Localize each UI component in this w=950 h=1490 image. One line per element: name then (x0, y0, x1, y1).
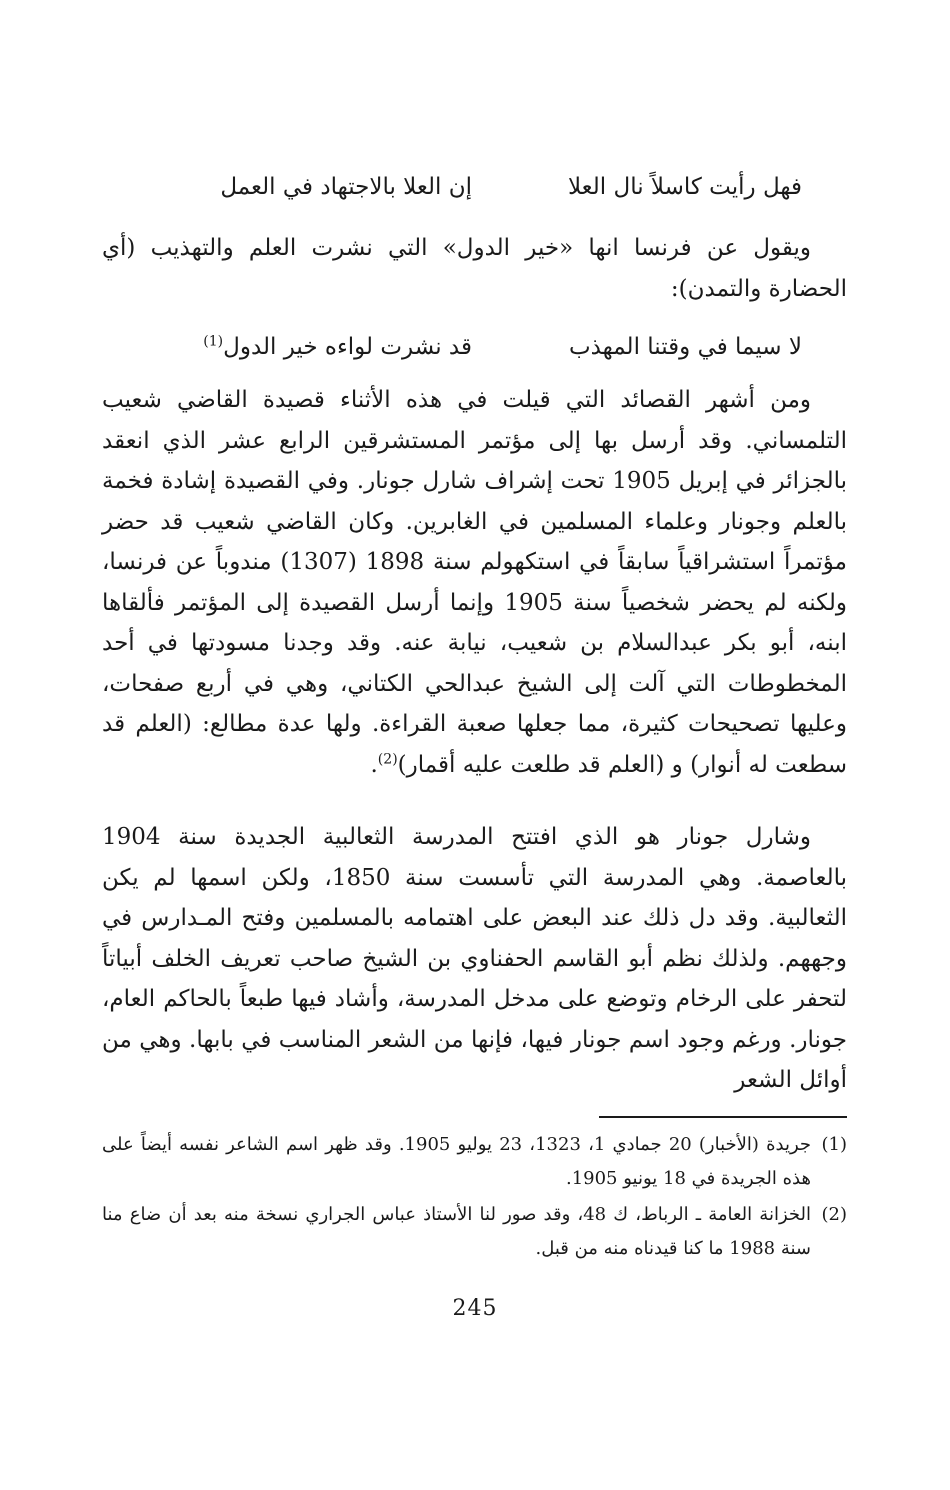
verse-2-second-text: قد نشرت لواءه خير الدول (223, 334, 472, 360)
verse-2-first-hemistich: لا سيما في وقتنا المهذب (568, 334, 802, 360)
footnotes (102, 1128, 847, 1268)
footnote-divider (599, 1116, 847, 1118)
verse-1-first-hemistich: فهل رأيت كاسلاً نال العلا (567, 174, 802, 200)
footnote-ref-2: (2) (377, 750, 398, 767)
footnote-2-text: الخزانة العامة ـ الرباط، ك 48، وقد صور لنا الأستاذ عباس الجراري نسخة منه بعد أن ضاع منا سنة 1988 ما كنا قيدناه منه من قبل. (102, 1204, 812, 1259)
footnote-1-number: (1) (821, 1134, 847, 1155)
footnote-2 (102, 1198, 847, 1266)
paragraph-qadi-shuayb (102, 380, 847, 785)
footnote-1 (102, 1128, 847, 1196)
footnote-1-text: جريدة (الأخبار) 20 جمادي 1، 1323، 23 يوليو 1905. وقد ظهر اسم الشاعر نفسه أيضاً على هذه الجريدة في 18 يونيو 1905. (102, 1134, 812, 1189)
poem-verse-1 (162, 170, 802, 204)
paragraph-end-period: . (370, 751, 378, 778)
verse-2-second-hemistich (203, 330, 472, 364)
footnote-ref-1: (1) (203, 333, 224, 350)
verse-1-second-hemistich: إن العلا بالاجتهاد في العمل (220, 174, 472, 200)
poem-verse-2 (162, 330, 802, 364)
page-number: 245 (452, 1296, 498, 1321)
paragraph-jonnart-school: وشارل جونار هو الذي افتتح المدرسة الثعالبية الجديدة سنة 1904 بالعاصمة. وهي المدرسة التي تأسست سنة 1850، ولكن اسمها لم يكن الثعالبية. وقد دل ذلك عند البعض على اهتمامه بالمسلمين وفتح المـدارس في وجههم. ولذلك نظم أبو القاسم الحفناوي بن الشيخ صاحب تعريف الخلف أبياتاً لتحفر على الرخام وتوضع على مدخل المدرسة، وأشاد فيها طبعاً بالحاكم العام، جونار. ورغم وجود اسم جونار فيها، فإنها من الشعر المناسب في بابها. وهي من أوائل الشعر (102, 824, 847, 1093)
paragraph-qadi-shuayb-text: ومن أشهر القصائد التي قيلت في هذه الأثناء قصيدة القاضي شعيب التلمساني. وقد أرسل بها إلى مؤتمر المستشرقين الرابع عشر الذي انعقد بالجزائر في إبريل 1905 تحت إشراف شارل جونار. وفي القصيدة إشادة فخمة بالعلم وجونار وعلماء المسلمين في الغابرين. وكان القاضي شعيب قد حضر مؤتمراً استشراقياً سابقاً في استكهولم سنة 1898 (1307) مندوباً عن فرنسا، ولكنه لم يحضر شخصياً سنة 1905 وإنما أرسل القصيدة إلى المؤتمر فألقاها ابنه، أبو بكر عبدالسلام بن شعيب، نيابة عنه. وقد وجدنا مسودتها في أحد المخطوطات التي آلت إلى الشيخ عبدالحي الكتاني، وهي في أربع صفحات، وعليها تصحيحات كثيرة، مما جعلها صعبة القراءة. ولها عدة مطالع: (العلم قد سطعت له أنوار) و (العلم قد طلعت عليه أقمار) (102, 387, 847, 778)
footnote-2-number: (2) (821, 1204, 847, 1225)
paragraph-france-intro: ويقول عن فرنسا انها «خير الدول» التي نشرت العلم والتهذيب (أي الحضارة والتمدن): (102, 235, 847, 302)
